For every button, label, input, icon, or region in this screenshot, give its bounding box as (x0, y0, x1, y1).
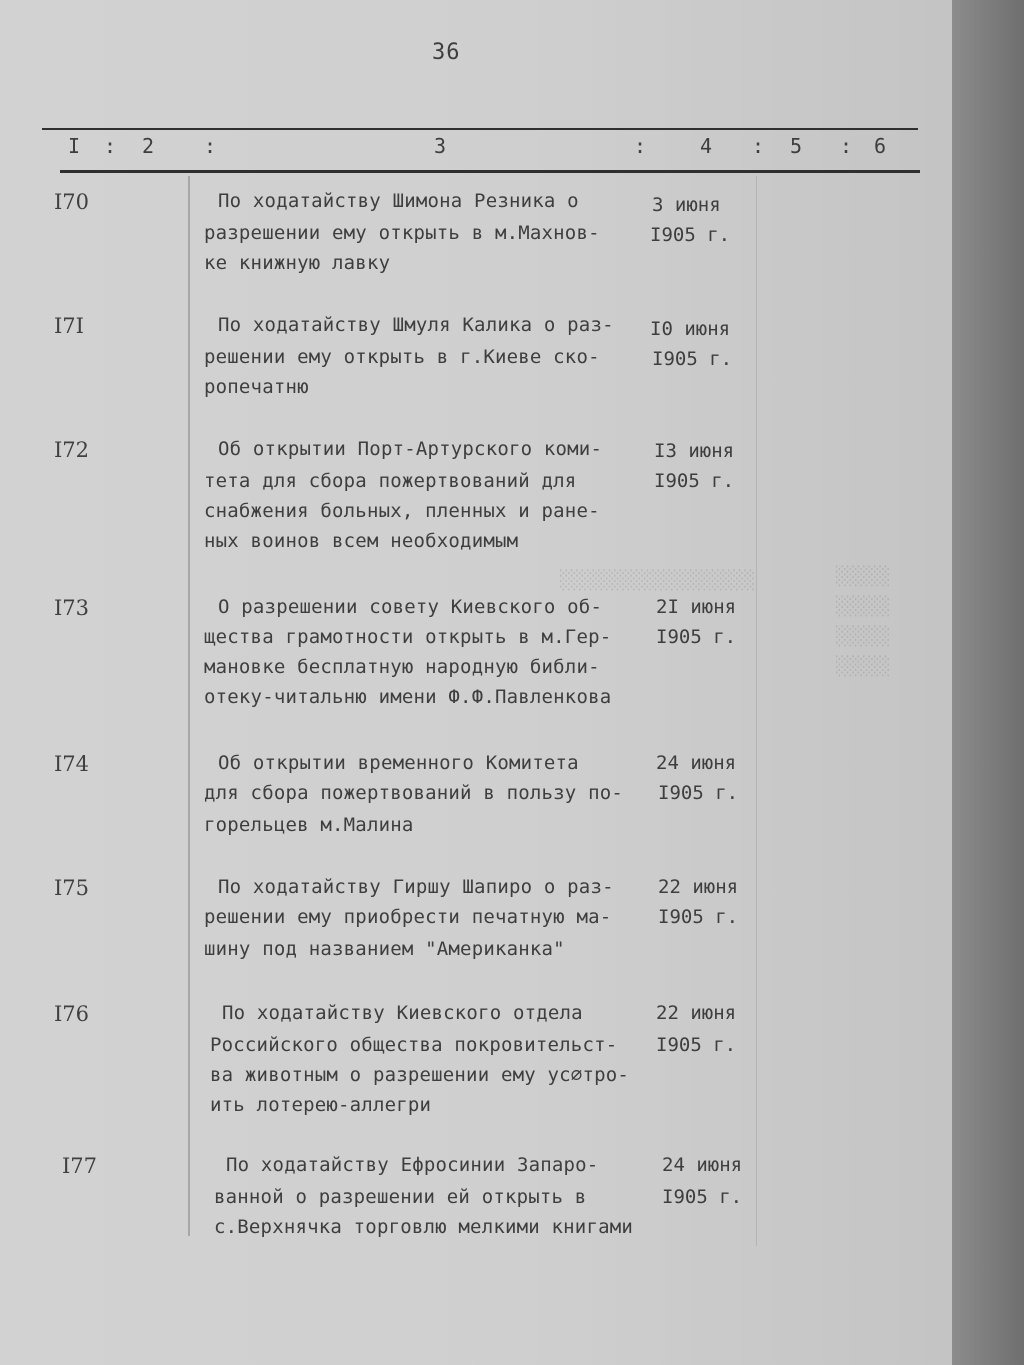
entry-text-line: ке книжную лавку (204, 252, 391, 274)
column-header-4: 4 (700, 134, 713, 158)
entry-text-line: ванной о разрешении ей открыть в (214, 1186, 587, 1208)
entry-text-line: ва животным о разрешении ему ус∅тро- (210, 1064, 630, 1086)
column-header-3: 3 (434, 134, 447, 158)
entry-text-line: ропечатню (204, 376, 309, 398)
bleed-through-text: ░░░░░ (836, 626, 891, 647)
column-divider (188, 176, 190, 1236)
entry-date: 3 июня (652, 194, 721, 216)
column-separator: : (204, 134, 217, 158)
entry-date-year: I905 г. (650, 224, 731, 246)
entry-number: I70 (54, 190, 90, 214)
column-divider (756, 176, 757, 1246)
entry-number: I77 (62, 1154, 98, 1178)
column-header-2: 2 (142, 134, 155, 158)
entry-number: I73 (54, 596, 90, 620)
entry-text-line: горельцев м.Малина (204, 814, 414, 836)
entry-date: I3 июня (654, 440, 735, 462)
entry-date: 22 июня (658, 876, 739, 898)
entry-date-year: I905 г. (658, 906, 739, 928)
column-separator: : (104, 134, 117, 158)
entry-number: I7I (54, 314, 84, 338)
entry-date-year: I905 г. (656, 626, 737, 648)
header-top-rule (42, 128, 918, 130)
entry-text-line: По ходатайству Шимона Резника о (218, 190, 579, 212)
entry-text-line: По ходатайству Шмуля Калика о раз- (218, 314, 614, 336)
entry-date: 24 июня (656, 752, 737, 774)
entry-text-line: решении ему приобрести печатную ма- (204, 906, 612, 928)
column-header-6: 6 (874, 134, 887, 158)
entry-date: 2I июня (656, 596, 737, 618)
page-edge-shadow (952, 0, 1024, 1365)
column-separator: : (634, 134, 647, 158)
entry-number: I72 (54, 438, 90, 462)
entry-text-line: решении ему открыть в г.Киеве ско- (204, 346, 600, 368)
entry-text-line: шину под названием "Американка" (204, 938, 565, 960)
entry-text-line: с.Верхнячка торговлю мелкими книгами (214, 1216, 634, 1238)
entry-text-line: щества грамотности открыть в м.Гер- (204, 626, 612, 648)
bleed-through-text: ░░░░░░░░░░░░░░░░░░ (560, 570, 756, 591)
column-header-5: 5 (790, 134, 803, 158)
column-header-1: I (68, 134, 81, 158)
entry-text-line: разрешении ему открыть в м.Махнов- (204, 222, 600, 244)
entry-text-line: тета для сбора пожертвований для (204, 470, 577, 492)
entry-date-year: I905 г. (656, 1034, 737, 1056)
entry-text-line: мановке бесплатную народную библи- (204, 656, 600, 678)
entry-number: I75 (54, 876, 90, 900)
page-number: 36 (432, 40, 461, 65)
bleed-through-text: ░░░░░ (836, 596, 891, 617)
entry-text-line: для сбора пожертвований в пользу по- (204, 782, 624, 804)
entry-date-year: I905 г. (662, 1186, 743, 1208)
entry-number: I74 (54, 752, 90, 776)
entry-text-line: О разрешении совету Киевского об- (218, 596, 603, 618)
entry-text-line: ных воинов всем необходимым (204, 530, 519, 552)
column-separator: : (752, 134, 765, 158)
entry-date: 24 июня (662, 1154, 743, 1176)
entry-text-line: По ходатайству Ефросинии Запаро- (226, 1154, 599, 1176)
entry-text-line: Об открытии временного Комитета (218, 752, 579, 774)
entry-date-year: I905 г. (658, 782, 739, 804)
entry-number: I76 (54, 1002, 90, 1026)
header-bottom-rule (60, 170, 920, 173)
entry-text-line: снабжения больных, пленных и ране- (204, 500, 600, 522)
entry-text-line: Об открытии Порт-Артурского коми- (218, 438, 603, 460)
entry-date-year: I905 г. (652, 348, 733, 370)
entry-text-line: По ходатайству Киевского отдела (222, 1002, 583, 1024)
entry-text-line: отеку-читальню имени Ф.Ф.Павленкова (204, 686, 612, 708)
bleed-through-text: ░░░░░ (836, 656, 891, 677)
entry-date: 22 июня (656, 1002, 737, 1024)
entry-date: I0 июня (650, 318, 731, 340)
column-separator: : (840, 134, 853, 158)
bleed-through-text: ░░░░░ (836, 566, 891, 587)
entry-text-line: По ходатайству Гиршу Шапиро о раз- (218, 876, 614, 898)
entry-text-line: ить лотерею-аллегри (210, 1094, 432, 1116)
entry-text-line: Российского общества покровительст- (210, 1034, 618, 1056)
entry-date-year: I905 г. (654, 470, 735, 492)
